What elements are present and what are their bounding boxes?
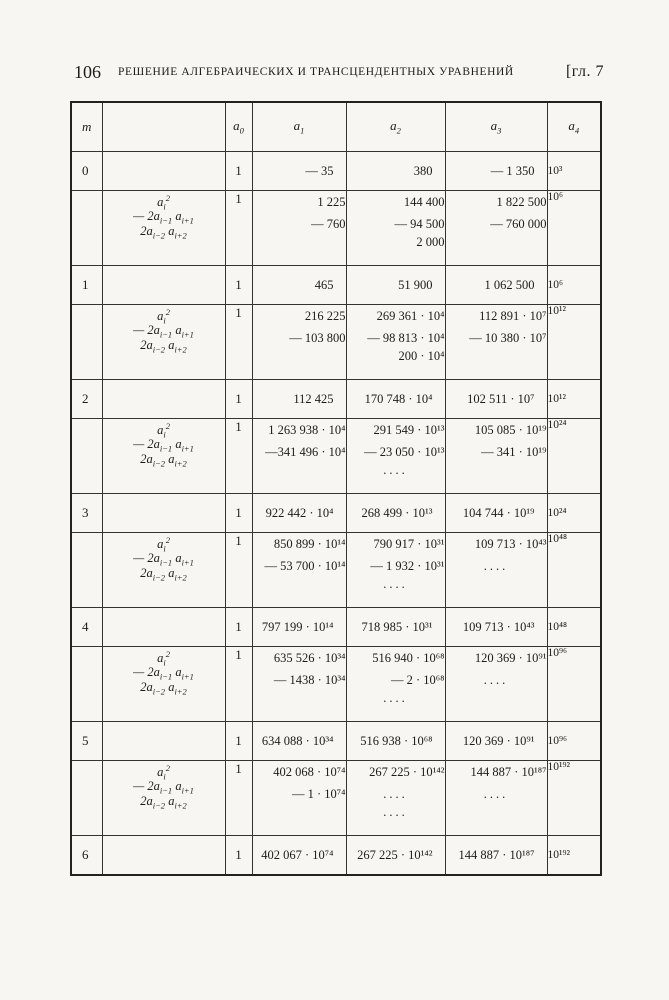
cell-line: — 760 — [311, 217, 346, 231]
cell-ops — [102, 836, 225, 876]
cell-a0: 1 — [225, 494, 252, 533]
cell-line: .... — [483, 559, 509, 573]
cell-a2: 718 985 · 10³¹ — [346, 608, 445, 647]
cell-m: 3 — [71, 494, 102, 533]
cell-a2: 51 900 — [346, 266, 445, 305]
cell-ops — [102, 722, 225, 761]
cell-a0: 1 — [225, 647, 252, 722]
cell-line: 1 225 — [317, 195, 346, 209]
cell-m: 5 — [71, 722, 102, 761]
cell-a0: 1 — [225, 380, 252, 419]
cell-ops — [102, 380, 225, 419]
cell-line: — 103 800 — [289, 331, 346, 345]
cell-a4: 10²⁴ — [547, 494, 601, 533]
col-header-a4: $a_4$ — [547, 102, 601, 152]
cell-a0: 1 — [225, 722, 252, 761]
cell-a3 — [445, 191, 547, 266]
cell-a4: 10⁴⁸ — [547, 608, 601, 647]
cell-line: .... — [383, 577, 408, 591]
chapter-marker: [гл. 7 — [565, 63, 604, 80]
cell-line: 216 225 — [304, 309, 346, 323]
cell-a0: 1 — [225, 152, 252, 191]
op-line1: $a_i^2$ — [157, 421, 170, 440]
cell-line: .... — [383, 787, 408, 801]
cell-line: —341 496 · 10⁴ — [265, 445, 346, 459]
cell-a2: 267 225 · 10¹⁴² — [346, 836, 445, 876]
op-line2: — $2a_{i-1}$ $a_{i+1}$ — [133, 209, 194, 226]
cell-line: 144 887 · 10¹⁸⁷ — [470, 765, 547, 779]
cell-a0: 1 — [225, 266, 252, 305]
op-line1: $a_i^2$ — [157, 649, 170, 668]
cell-a1: 922 442 · 10⁴ — [252, 494, 346, 533]
col-header-a1: $a_1$ — [252, 102, 346, 152]
cell-a4: 10⁹⁶ — [547, 722, 601, 761]
cell-line: — 1438 · 10³⁴ — [273, 673, 346, 687]
cell-a2 — [346, 761, 445, 836]
op-line3: $2a_{i-2}$ $a_{i+2}$ — [140, 224, 187, 241]
cell-a2 — [346, 305, 445, 380]
table-row — [71, 608, 601, 647]
cell-line: 402 068 · 10⁷⁴ — [273, 765, 346, 779]
cell-a1: — 35 — [252, 152, 346, 191]
col-header-a0: $a_0$ — [225, 102, 252, 152]
graeffe-table — [70, 101, 602, 876]
cell-a4: 10⁹⁶ — [547, 647, 601, 722]
cell-a3: 104 744 · 10¹⁹ — [445, 494, 547, 533]
cell-m: 1 — [71, 266, 102, 305]
cell-a4: 10¹⁹² — [547, 836, 601, 876]
op-line3: $2a_{i-2}$ $a_{i+2}$ — [140, 566, 187, 583]
cell-ops — [102, 191, 225, 266]
cell-line: 850 899 · 10¹⁴ — [273, 537, 346, 551]
cell-a4: 10⁶ — [547, 266, 601, 305]
cell-a3: 102 511 · 10⁷ — [445, 380, 547, 419]
table-row — [71, 836, 601, 876]
cell-a4: 10²⁴ — [547, 419, 601, 494]
cell-a1 — [252, 533, 346, 608]
cell-line: — 23 050 · 10¹³ — [364, 445, 445, 459]
cell-m: 2 — [71, 380, 102, 419]
table-row-ops — [71, 419, 601, 494]
cell-m — [71, 647, 102, 722]
cell-line: — 1 · 10⁷⁴ — [291, 787, 346, 801]
page-header — [74, 60, 604, 86]
op-line1: $a_i^2$ — [157, 763, 170, 782]
cell-line: — 760 000 — [490, 217, 547, 231]
cell-a3 — [445, 419, 547, 494]
cell-line: — 10 380 · 10⁷ — [469, 331, 547, 345]
cell-line: — 1 932 · 10³¹ — [370, 559, 445, 573]
op-line2: — $2a_{i-1}$ $a_{i+1}$ — [133, 551, 194, 568]
cell-a2 — [346, 191, 445, 266]
cell-a1 — [252, 647, 346, 722]
op-line2: — $2a_{i-1}$ $a_{i+1}$ — [133, 779, 194, 796]
cell-ops — [102, 419, 225, 494]
cell-line: — 53 700 · 10¹⁴ — [264, 559, 346, 573]
cell-line: 112 891 · 10⁷ — [479, 309, 547, 323]
cell-line: .... — [483, 673, 509, 687]
col-header-ops — [102, 102, 225, 152]
table-row — [71, 494, 601, 533]
cell-a3 — [445, 533, 547, 608]
cell-line: 109 713 · 10⁴³ — [474, 537, 547, 551]
cell-ops — [102, 608, 225, 647]
cell-line: — 341 · 10¹⁹ — [481, 445, 547, 459]
cell-a0: 1 — [225, 836, 252, 876]
op-line3: $2a_{i-2}$ $a_{i+2}$ — [140, 794, 187, 811]
op-line1: $a_i^2$ — [157, 307, 170, 326]
cell-a1 — [252, 191, 346, 266]
cell-a2: 268 499 · 10¹³ — [346, 494, 445, 533]
cell-line: .... — [383, 463, 408, 477]
running-title: РЕШЕНИЕ АЛГЕБРАИЧЕСКИХ И ТРАНСЦЕНДЕНТНЫХ УРАВНЕНИЙ — [118, 66, 514, 78]
cell-line: .... — [383, 805, 408, 819]
cell-line: 1 263 938 · 10⁴ — [268, 423, 346, 437]
cell-ops — [102, 647, 225, 722]
cell-line: — 98 813 · 10⁴ — [367, 331, 445, 345]
table-row-ops — [71, 191, 601, 266]
cell-a0: 1 — [225, 761, 252, 836]
op-line2: — $2a_{i-1}$ $a_{i+1}$ — [133, 323, 194, 340]
cell-a0: 1 — [225, 191, 252, 266]
cell-m: 0 — [71, 152, 102, 191]
table-header-row — [71, 102, 601, 152]
table-row — [71, 266, 601, 305]
op-line3: $2a_{i-2}$ $a_{i+2}$ — [140, 680, 187, 697]
cell-line: — 2 · 10⁶⁸ — [390, 673, 445, 687]
cell-a3 — [445, 761, 547, 836]
cell-line: 291 549 · 10¹³ — [373, 423, 445, 437]
page-number: 106 — [74, 62, 101, 82]
cell-line: 635 526 · 10³⁴ — [273, 651, 346, 665]
cell-a2: 380 — [346, 152, 445, 191]
cell-a1 — [252, 419, 346, 494]
table-row — [71, 152, 601, 191]
table-body — [71, 152, 601, 876]
cell-ops — [102, 305, 225, 380]
cell-a1: 465 — [252, 266, 346, 305]
cell-line: 267 225 · 10¹⁴² — [369, 765, 445, 779]
op-line3: $2a_{i-2}$ $a_{i+2}$ — [140, 338, 187, 355]
cell-a3: 144 887 · 10¹⁸⁷ — [445, 836, 547, 876]
cell-line: 144 400 — [403, 195, 445, 209]
cell-ops — [102, 152, 225, 191]
cell-a0: 1 — [225, 533, 252, 608]
op-line1: $a_i^2$ — [157, 535, 170, 554]
cell-m: 4 — [71, 608, 102, 647]
cell-a0: 1 — [225, 608, 252, 647]
cell-a2 — [346, 647, 445, 722]
cell-a1: 797 199 · 10¹⁴ — [252, 608, 346, 647]
cell-a2: 170 748 · 10⁴ — [346, 380, 445, 419]
cell-a4: 10⁴⁸ — [547, 533, 601, 608]
col-header-a3: $a_3$ — [445, 102, 547, 152]
table-row-ops — [71, 761, 601, 836]
table-row-ops — [71, 305, 601, 380]
cell-a3: — 1 350 — [445, 152, 547, 191]
cell-m — [71, 419, 102, 494]
col-header-a2: $a_2$ — [346, 102, 445, 152]
cell-m: 6 — [71, 836, 102, 876]
cell-a1 — [252, 305, 346, 380]
cell-a4: 10³ — [547, 152, 601, 191]
cell-a0: 1 — [225, 419, 252, 494]
table-row-ops — [71, 533, 601, 608]
cell-line: 1 822 500 — [496, 195, 547, 209]
cell-m — [71, 191, 102, 266]
op-line2: — $2a_{i-1}$ $a_{i+1}$ — [133, 437, 194, 454]
cell-line: .... — [383, 691, 408, 705]
cell-a1: 634 088 · 10³⁴ — [252, 722, 346, 761]
cell-line: — 94 500 — [394, 217, 445, 231]
cell-a2 — [346, 419, 445, 494]
cell-a4: 10¹² — [547, 305, 601, 380]
cell-line: 105 085 · 10¹⁹ — [474, 423, 547, 437]
cell-a1 — [252, 761, 346, 836]
table-row-ops — [71, 647, 601, 722]
cell-m — [71, 533, 102, 608]
cell-a4: 10¹² — [547, 380, 601, 419]
cell-line: 2 000 — [416, 235, 445, 249]
cell-a1: 402 067 · 10⁷⁴ — [252, 836, 346, 876]
cell-line: 790 917 · 10³¹ — [373, 537, 445, 551]
cell-a4: 10⁶ — [547, 191, 601, 266]
cell-line: .... — [483, 787, 509, 801]
op-line1: $a_i^2$ — [157, 193, 170, 212]
cell-m — [71, 305, 102, 380]
cell-a3: 109 713 · 10⁴³ — [445, 608, 547, 647]
cell-line: 120 369 · 10⁹¹ — [474, 651, 547, 665]
cell-a3 — [445, 647, 547, 722]
cell-line: 516 940 · 10⁶⁸ — [372, 651, 445, 665]
cell-ops — [102, 494, 225, 533]
cell-a2 — [346, 533, 445, 608]
cell-line: 200 · 10⁴ — [398, 349, 445, 363]
op-line2: — $2a_{i-1}$ $a_{i+1}$ — [133, 665, 194, 682]
table-row — [71, 380, 601, 419]
table-row — [71, 722, 601, 761]
cell-a2: 516 938 · 10⁶⁸ — [346, 722, 445, 761]
cell-a4: 10¹⁹² — [547, 761, 601, 836]
cell-ops — [102, 761, 225, 836]
op-line3: $2a_{i-2}$ $a_{i+2}$ — [140, 452, 187, 469]
cell-a3 — [445, 305, 547, 380]
cell-a1: 112 425 — [252, 380, 346, 419]
col-header-m: m — [71, 102, 102, 152]
cell-a3: 1 062 500 — [445, 266, 547, 305]
cell-ops — [102, 533, 225, 608]
cell-m — [71, 761, 102, 836]
cell-a0: 1 — [225, 305, 252, 380]
cell-a3: 120 369 · 10⁹¹ — [445, 722, 547, 761]
cell-line: 269 361 · 10⁴ — [376, 309, 445, 323]
cell-ops — [102, 266, 225, 305]
